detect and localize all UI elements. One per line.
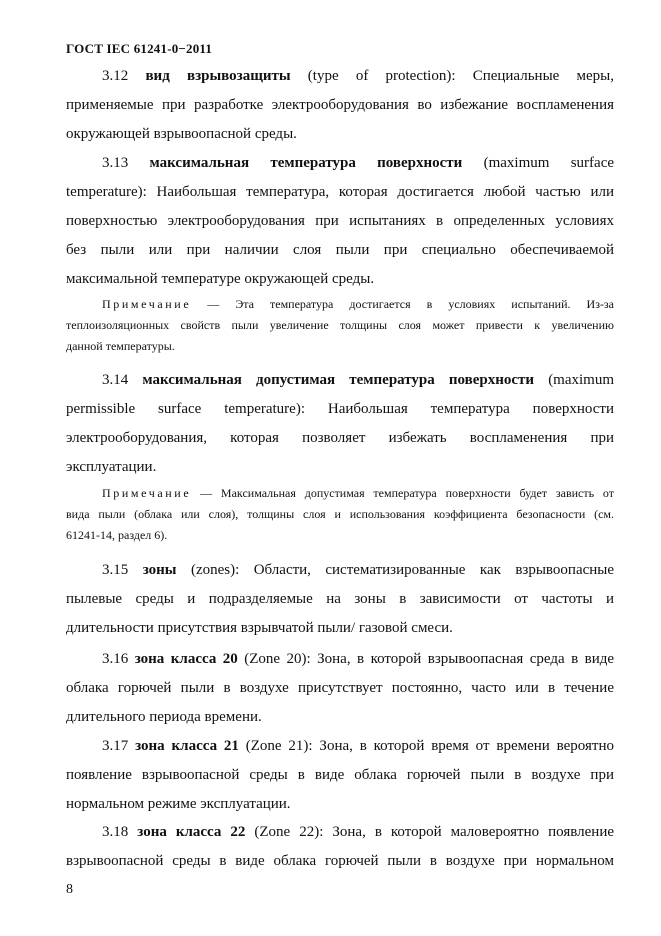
section-number: 3.13 bbox=[102, 155, 129, 171]
note-text: — Эта температура достигается в условиях испытаний. Из-за bbox=[207, 297, 614, 311]
section-3-17 bbox=[66, 732, 614, 819]
definition-line: без пыли или при наличии слоя пыли при специально обеспечиваемой bbox=[66, 242, 614, 258]
term: зоны bbox=[142, 562, 177, 578]
definition-line: эксплуатации. bbox=[66, 459, 157, 475]
definition-line: применяемые при разработке электрооборудования во избежание воспламенения bbox=[66, 97, 614, 113]
note-line: данной температуры. bbox=[66, 339, 175, 353]
definition-line: электрооборудования, которая позволяет избежать воспламенения при bbox=[66, 430, 614, 446]
term-definition-start: (Zone 20): Зона, в которой взрывоопасная среда в виде bbox=[244, 651, 615, 667]
section-3-12 bbox=[66, 62, 614, 149]
section-number: 3.14 bbox=[102, 372, 129, 388]
note-line: вида пыли (облака или слоя), толщины слоя и использования коэффициента безопасности (см. bbox=[66, 507, 614, 521]
term: максимальная температура поверхности bbox=[149, 155, 463, 171]
definition-line: temperature): Наибольшая температура, которая достигается любой частью или bbox=[66, 184, 614, 200]
note-text: — Максимальная допустимая температура поверхности будет зависть от bbox=[200, 486, 615, 500]
section-3-13 bbox=[66, 149, 614, 294]
section-number: 3.12 bbox=[102, 68, 129, 84]
note-line: теплоизоляционных свойств пыли увеличение толщины слоя может привести к увеличению bbox=[66, 318, 614, 332]
standard-header: ГОСТ IEC 61241-0−2011 bbox=[66, 41, 213, 56]
term: зона класса 21 bbox=[135, 738, 239, 754]
definition-line: нормальном режиме эксплуатации. bbox=[66, 796, 291, 812]
definition-line: максимальной температуре окружающей среды. bbox=[66, 271, 375, 287]
page-number: 8 bbox=[66, 882, 73, 897]
definition-line: облака горючей пыли в воздухе присутствует постоянно, часто или в течение bbox=[66, 680, 614, 696]
section-3-14 bbox=[66, 366, 614, 482]
note-label: Примечание bbox=[102, 297, 192, 311]
term: вид взрывозащиты bbox=[145, 68, 291, 84]
section-3-18 bbox=[66, 818, 614, 876]
term-definition-start: (Zone 22): Зона, в которой маловероятно появление bbox=[254, 824, 614, 840]
section-3-15 bbox=[66, 556, 614, 643]
term-definition-start: (type of protection): Специальные меры, bbox=[307, 68, 614, 84]
definition-line: появление взрывоопасной среды в виде облака горючей пыли в воздухе при bbox=[66, 767, 614, 783]
note-line: 61241-14, раздел 6). bbox=[66, 528, 168, 542]
section-number: 3.17 bbox=[102, 738, 129, 754]
definition-line: длительного периода времени. bbox=[66, 709, 262, 725]
note-3-13 bbox=[66, 294, 614, 357]
note-label: Примечание bbox=[102, 486, 192, 500]
term-definition-start: (maximum surface bbox=[483, 155, 615, 171]
definition-line: взрывоопасной среды в виде облака горючей пыли в воздухе при нормальном bbox=[66, 853, 614, 869]
definition-line: длительности присутствия взрывчатой пыли/ газовой смеси. bbox=[66, 620, 453, 636]
section-number: 3.18 bbox=[102, 824, 129, 840]
section-number: 3.15 bbox=[102, 562, 129, 578]
definition-line: permissible surface temperature): Наибольшая температура поверхности bbox=[66, 401, 614, 417]
section-number: 3.16 bbox=[102, 651, 129, 667]
term: зона класса 20 bbox=[134, 651, 238, 667]
term: максимальная допустимая температура поверхности bbox=[142, 372, 535, 388]
definition-line: пылевые среды и подразделяемые на зоны в зависимости от частоты и bbox=[66, 591, 614, 607]
term-definition-start: (zones): Области, систематизированные как взрывоопасные bbox=[190, 562, 615, 578]
term-definition-start: (Zone 21): Зона, в которой время от времени вероятно bbox=[245, 738, 615, 754]
term: зона класса 22 bbox=[137, 824, 246, 840]
note-3-14 bbox=[66, 483, 614, 546]
term-definition-start: (maximum bbox=[548, 372, 615, 388]
definition-line: поверхностью электрооборудования при испытаниях в определенных условиях bbox=[66, 213, 614, 229]
definition-line: окружающей взрывоопасной среды. bbox=[66, 126, 297, 142]
section-3-16 bbox=[66, 645, 614, 732]
